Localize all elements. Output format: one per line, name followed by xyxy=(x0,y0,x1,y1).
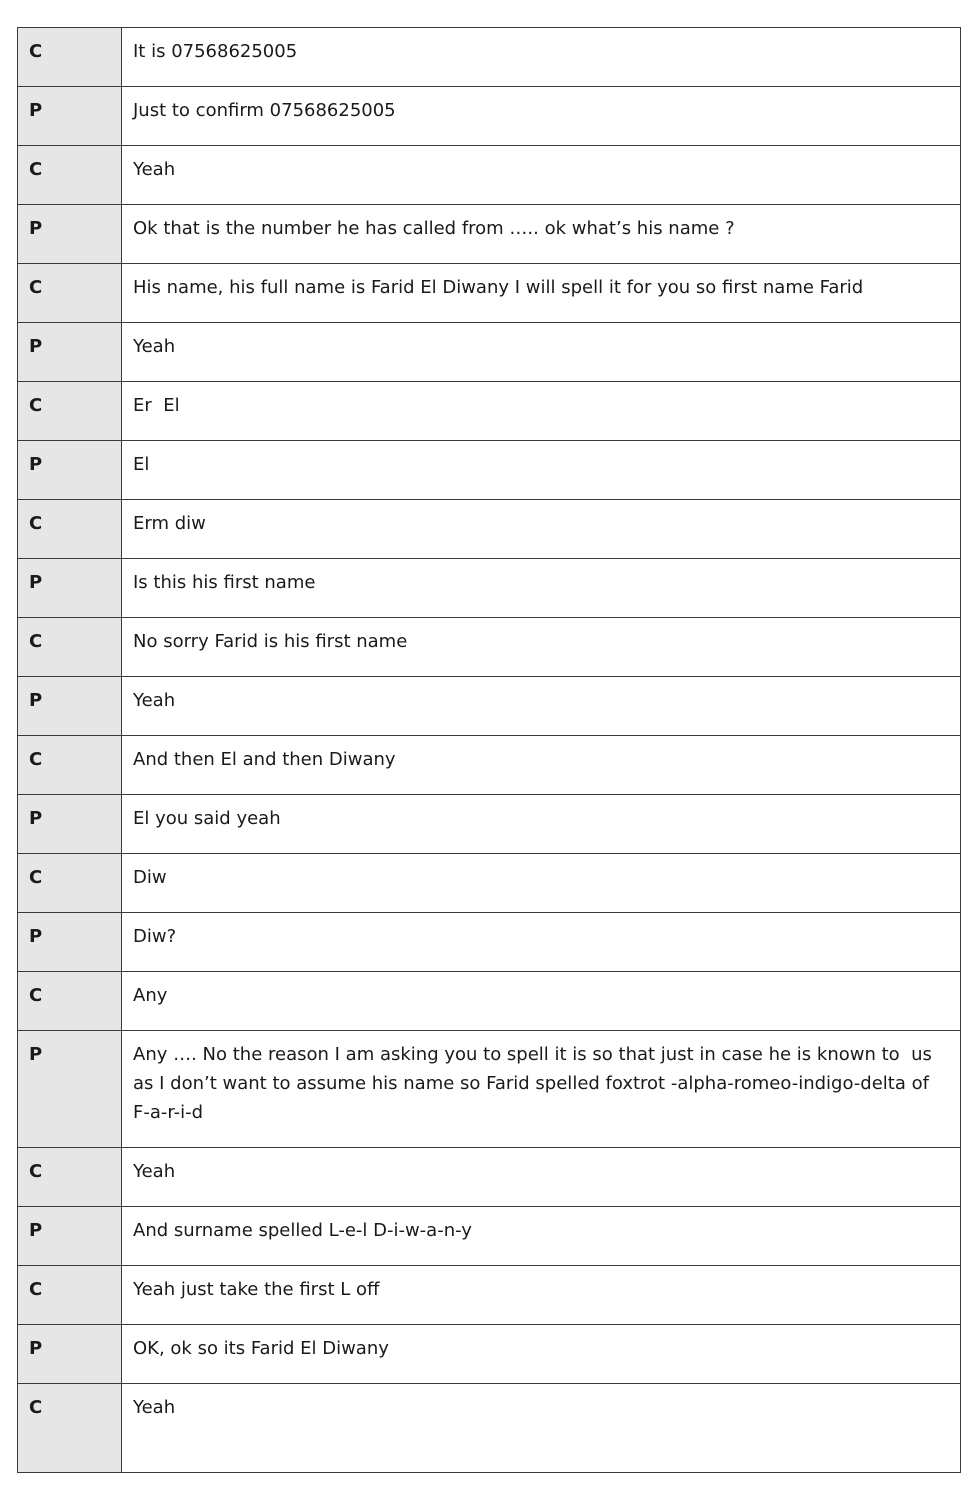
table-row xyxy=(18,264,961,323)
speaker-cell: C xyxy=(18,972,122,1031)
table-row xyxy=(18,618,961,677)
transcript-body xyxy=(18,28,961,1473)
table-row xyxy=(18,736,961,795)
table-row xyxy=(18,1207,961,1266)
table-row xyxy=(18,854,961,913)
table-row xyxy=(18,323,961,382)
utterance-cell: Any xyxy=(122,972,961,1031)
utterance-cell: No sorry Farid is his first name xyxy=(122,618,961,677)
utterance-cell: Yeah xyxy=(122,323,961,382)
utterance-cell: And then El and then Diwany xyxy=(122,736,961,795)
utterance-cell: Er El xyxy=(122,382,961,441)
table-row xyxy=(18,205,961,264)
speaker-cell: P xyxy=(18,795,122,854)
table-row xyxy=(18,1384,961,1473)
table-row xyxy=(18,1148,961,1207)
speaker-cell: P xyxy=(18,205,122,264)
utterance-cell: Any …. No the reason I am asking you to spell it is so that just in case he is known to us as I don’t want to assume his name so Farid spelled foxtrot -alpha-romeo-indigo-delta of F-a-r-i-d xyxy=(122,1031,961,1148)
utterance-cell: Diw? xyxy=(122,913,961,972)
speaker-cell: P xyxy=(18,441,122,500)
utterance-cell: El xyxy=(122,441,961,500)
table-row xyxy=(18,441,961,500)
speaker-cell: P xyxy=(18,559,122,618)
utterance-cell: Just to confirm 07568625005 xyxy=(122,87,961,146)
utterance-cell: Yeah xyxy=(122,1148,961,1207)
speaker-cell: C xyxy=(18,28,122,87)
utterance-cell: Yeah xyxy=(122,1384,961,1473)
table-row xyxy=(18,382,961,441)
table-row xyxy=(18,913,961,972)
utterance-cell: OK, ok so its Farid El Diwany xyxy=(122,1325,961,1384)
utterance-cell: His name, his full name is Farid El Diwany I will spell it for you so first name Farid xyxy=(122,264,961,323)
table-row xyxy=(18,87,961,146)
table-row xyxy=(18,795,961,854)
speaker-cell: C xyxy=(18,618,122,677)
speaker-cell: C xyxy=(18,500,122,559)
table-row xyxy=(18,677,961,736)
speaker-cell: C xyxy=(18,146,122,205)
speaker-cell: C xyxy=(18,1266,122,1325)
utterance-cell: El you said yeah xyxy=(122,795,961,854)
speaker-cell: C xyxy=(18,1148,122,1207)
table-row xyxy=(18,500,961,559)
transcript-table xyxy=(17,27,961,1473)
utterance-cell: Yeah just take the first L off xyxy=(122,1266,961,1325)
utterance-cell: Is this his first name xyxy=(122,559,961,618)
utterance-cell: It is 07568625005 xyxy=(122,28,961,87)
speaker-cell: C xyxy=(18,854,122,913)
speaker-cell: C xyxy=(18,736,122,795)
table-row xyxy=(18,559,961,618)
table-row xyxy=(18,28,961,87)
speaker-cell: P xyxy=(18,913,122,972)
utterance-cell: Erm diw xyxy=(122,500,961,559)
table-row xyxy=(18,146,961,205)
utterance-cell: Diw xyxy=(122,854,961,913)
speaker-cell: P xyxy=(18,323,122,382)
speaker-cell: P xyxy=(18,677,122,736)
speaker-cell: P xyxy=(18,1207,122,1266)
utterance-cell: Yeah xyxy=(122,146,961,205)
speaker-cell: C xyxy=(18,264,122,323)
utterance-cell: Ok that is the number he has called from ….. ok what’s his name ? xyxy=(122,205,961,264)
table-row xyxy=(18,972,961,1031)
speaker-cell: P xyxy=(18,1031,122,1148)
table-row xyxy=(18,1266,961,1325)
table-row xyxy=(18,1325,961,1384)
utterance-cell: Yeah xyxy=(122,677,961,736)
speaker-cell: P xyxy=(18,1325,122,1384)
speaker-cell: C xyxy=(18,1384,122,1473)
utterance-cell: And surname spelled L-e-l D-i-w-a-n-y xyxy=(122,1207,961,1266)
table-row xyxy=(18,1031,961,1148)
speaker-cell: C xyxy=(18,382,122,441)
speaker-cell: P xyxy=(18,87,122,146)
